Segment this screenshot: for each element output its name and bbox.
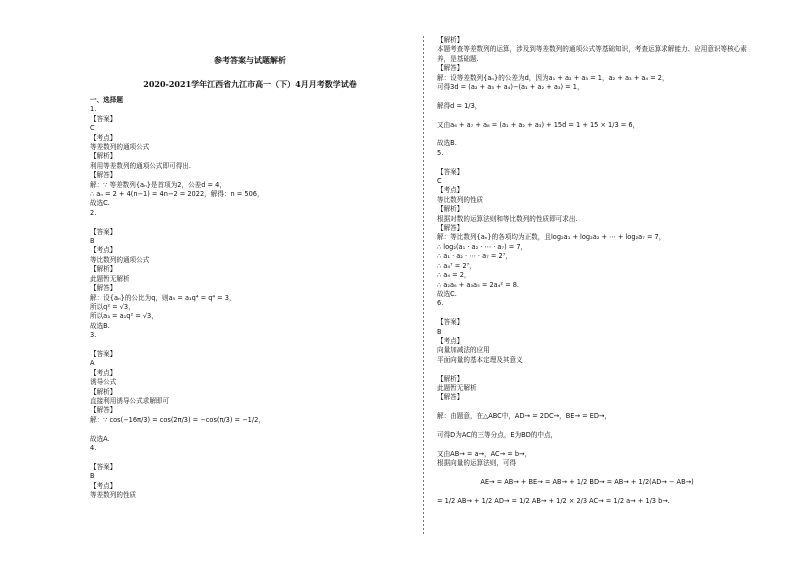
text-line: 又由AB→ = a→，AC→ = b→， (437, 449, 532, 458)
text-line: B (437, 327, 442, 336)
text-line: 故选B. (90, 321, 110, 330)
text-line: B (90, 237, 95, 246)
text-line: 4. (90, 443, 97, 452)
text-line: C (90, 124, 95, 133)
text-line: 【解答】 (90, 406, 117, 415)
text-line: 直接利用诱导公式求解即可 (90, 396, 170, 405)
text-line: 【考点】 (90, 368, 117, 377)
text-line: AE→ = AB→ + BE→ = AB→ + 1/2 BD→ = AB→ + 1/2(AD→ − AB→) (480, 477, 694, 486)
column-divider (423, 36, 424, 536)
text-line (90, 425, 410, 434)
text-line: 所以q² = √3， (90, 302, 135, 311)
text-line (90, 218, 410, 227)
text-line: B (90, 472, 95, 481)
text-line: 根据向量的运算法则，可得 (437, 459, 517, 468)
text-line: A (90, 359, 95, 368)
text-line: 一、选择题 (90, 96, 123, 104)
text-line: 等比数列的性质 (437, 195, 484, 204)
text-line: 故选B. (437, 139, 457, 148)
text-line: 3. (90, 331, 97, 340)
text-line (437, 158, 737, 167)
text-line: 【考点】 (90, 246, 117, 255)
text-line: 解：等比数列{aₙ}的各项均为正数，且log₂a₁ + log₂a₂ + ⋯ + log₂a₇ = 7， (437, 233, 666, 242)
text-line (437, 403, 737, 412)
text-line: 解：设等差数列{aₙ}的公差为d，因为a₁ + a₂ + a₃ = 1，a₂ + a₃ + a₄ = 2， (437, 73, 669, 82)
text-line: 【解答】 (437, 224, 464, 233)
text-line: 利用等差数列的通项公式即可得出. (90, 161, 192, 170)
text-line: 【考点】 (90, 133, 117, 142)
text-line (437, 469, 737, 478)
text-line: ∴ a₄ = 2， (437, 271, 471, 280)
text-line: 此题暂无解析 (90, 274, 130, 283)
text-line: 【解答】 (90, 171, 117, 180)
text-line: 【答案】 (90, 462, 117, 471)
text-line (90, 453, 410, 462)
text-line: ∴ a₄⁷ = 2⁷， (437, 261, 476, 270)
text-line: 解：设{aₙ}的公比为q，则a₅ = a₁q⁴ = q⁴ = 3， (90, 293, 236, 302)
text-line: 根据对数的运算法则和等比数列的性质即可求出. (437, 214, 578, 223)
text-line: 养，是基础题. (437, 54, 479, 63)
text-line: 可得D为AC的三等分点，E为BD的中点， (437, 430, 558, 439)
text-line: 【解析】 (437, 374, 464, 383)
text-line: 1. (90, 105, 97, 114)
text-line: 等差数列的通项公式 (90, 143, 150, 152)
text-line (437, 422, 737, 431)
text-line: 故选C. (90, 199, 110, 208)
text-line: ∴ a₁ · a₂ · ⋯ · a₇ = 2⁷， (437, 252, 512, 261)
text-line: 等比数列的通项公式 (90, 255, 150, 264)
text-line: 故选A. (90, 434, 110, 443)
text-line: 【解答】 (437, 393, 464, 402)
text-line: 可得3d = (a₂ + a₃ + a₄)−(a₁ + a₂ + a₃) = 1， (437, 83, 584, 92)
text-line: 2. (90, 208, 97, 217)
text-line: 6. (437, 299, 444, 308)
text-line: 【答案】 (437, 318, 464, 327)
left-column (90, 96, 410, 500)
text-line: ∴ a₂a₆ + a₃a₅ = 2a₄² = 8. (437, 280, 519, 289)
text-line: 【解析】 (90, 387, 117, 396)
text-line: 解：由题意，在△ABC中，AD→ = 2DC→，BE→ = ED→， (437, 412, 612, 421)
text-line (437, 440, 737, 449)
text-line: 5. (437, 148, 444, 157)
text-line: 此题暂无解析 (437, 383, 477, 392)
text-line: 本题考查等差数列的运算，涉及到等差数列的通项公式等基础知识，考查运算求解能力、应用意识等核心素 (437, 45, 747, 54)
text-line: 【解析】 (437, 205, 464, 214)
text-line: 【解答】 (437, 64, 464, 73)
text-line: 解得d = 1/3， (437, 101, 482, 110)
text-line: 等差数列的性质 (90, 491, 137, 499)
text-line: 【考点】 (90, 481, 117, 490)
text-line: C (437, 177, 442, 186)
text-line: 【答案】 (437, 167, 464, 176)
text-line: 【答案】 (90, 227, 117, 236)
text-line (437, 130, 737, 139)
text-line: 【答案】 (90, 349, 117, 358)
text-line: 【解析】 (437, 36, 464, 44)
exam-title: 2020-2021学年江西省九江市高一（下）4月月考数学试卷 (143, 79, 357, 89)
text-line: 故选C. (437, 289, 457, 298)
text-line: 【解析】 (90, 152, 117, 161)
page-title: 参考答案与试题解析 (214, 56, 286, 65)
text-line: 又由a₆ + a₇ + a₈ = (a₁ + a₂ + a₃) + 15d = 1 + 15 × 1/3 = 6， (437, 120, 640, 129)
text-line: 所以a₃ = a₁q² = √3， (90, 312, 158, 321)
text-line (437, 111, 737, 120)
text-line: 【解答】 (90, 284, 117, 293)
text-line: 平面向量的基本定理及其意义 (437, 355, 523, 364)
text-line: = 1/2 AB→ + 1/2 AD→ = 1/2 AB→ + 1/2 × 2/3 AC→ = 1/2 a→ + 1/3 b→. (437, 496, 670, 505)
text-line (437, 365, 737, 374)
text-line (437, 487, 737, 496)
text-line: ∴ log₂(a₁ · a₂ · ⋯ · a₇) = 7， (437, 242, 528, 251)
text-line: 向量加减法的应用 (437, 346, 490, 355)
text-line: 诱导公式 (90, 378, 117, 387)
text-line: 【考点】 (437, 186, 464, 195)
text-line (437, 92, 737, 101)
text-line: 【答案】 (90, 114, 117, 123)
right-column (437, 36, 747, 506)
text-line: 解：∵ cos(−16π/3) = cos(2π/3) = −cos(π/3) = −1/2， (90, 415, 265, 424)
text-line: 【解析】 (90, 265, 117, 274)
text-line: 【考点】 (437, 336, 464, 345)
text-line (437, 309, 737, 318)
text-line: ∴ aₙ = 2 + 4(n−1) = 4n−2 = 2022，解得：n = 506， (90, 190, 264, 199)
text-line (90, 341, 410, 350)
text-line: 解：∵ 等差数列{aₙ}是首项为2，公差d = 4， (90, 180, 226, 189)
